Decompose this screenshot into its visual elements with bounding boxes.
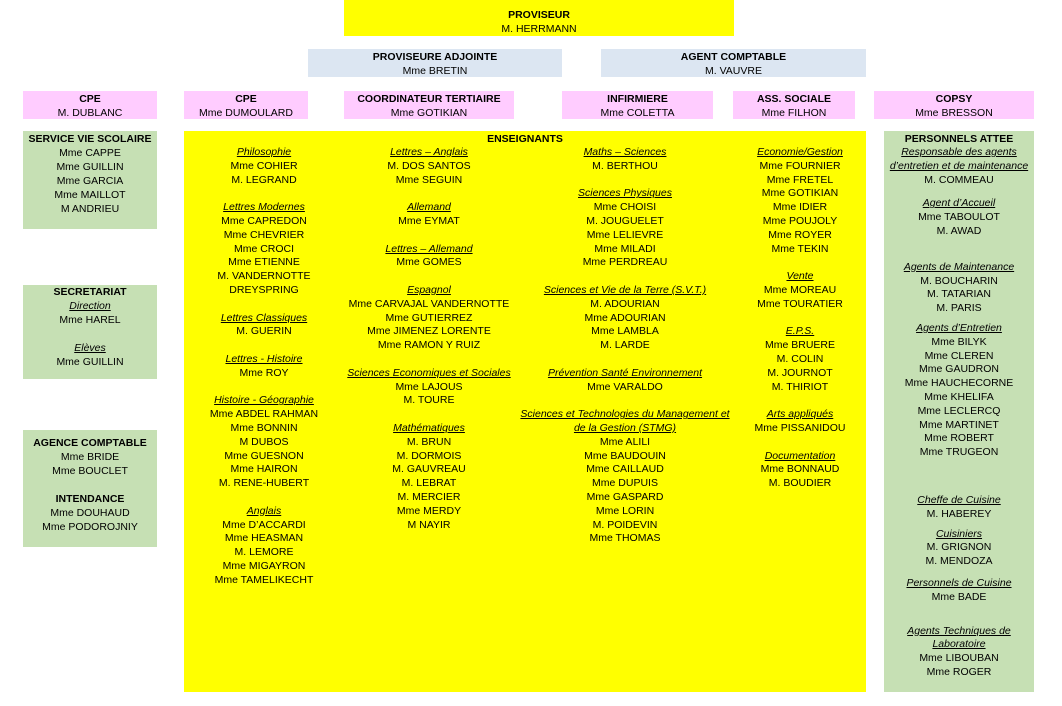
proviseur-name: M. HERRMANN — [501, 23, 577, 35]
person-name: Mme MARTINET — [919, 418, 999, 431]
person-name: M. RENE-HUBERT — [218, 477, 310, 490]
person-name: M. JOUGUELET — [586, 214, 664, 227]
person-name: Mme ROGER — [926, 665, 992, 678]
group-heading: Arts appliqués — [766, 408, 834, 421]
person-name: Mme LAMBLA — [591, 325, 659, 338]
person-name: Mme MILADI — [594, 242, 656, 255]
cpe2-title: CPE — [235, 93, 257, 105]
person-name: Mme GARCIA — [56, 175, 124, 187]
person-name: Mme CROCI — [233, 242, 295, 255]
person-name: Mme GUESNON — [224, 449, 304, 462]
agent-comptable-title: AGENT COMPTABLE — [680, 51, 787, 63]
person-name: Mme GOMES — [396, 256, 462, 269]
person-name: Mme ROYER — [768, 228, 832, 241]
group-heading: Philosophie — [236, 146, 292, 158]
teachers-column-4 — [736, 146, 864, 491]
person-name: M. BOUDIER — [768, 477, 832, 490]
social-title: ASS. SOCIALE — [756, 93, 832, 105]
person-name: Mme MIGAYRON — [222, 559, 306, 572]
intendance-names — [23, 506, 157, 534]
vie-scolaire-title: SERVICE VIE SCOLAIRE — [28, 133, 152, 145]
person-name: Mme DOUHAUD — [50, 506, 130, 519]
person-name: Mme MERDY — [396, 504, 462, 517]
person-name: Mme GUTIERREZ — [385, 311, 473, 324]
adjointe-box — [308, 49, 562, 77]
infirmiere-title: INFIRMIERE — [607, 93, 668, 105]
person-name: Mme ABDEL RAHMAN — [209, 408, 319, 421]
teachers-column-1 — [194, 146, 334, 588]
person-name: M. TATARIAN — [927, 288, 991, 301]
group-heading: Sciences et Technologies du Management et de la Gestion (STMG) — [520, 408, 730, 434]
group-heading: Cheffe de Cuisine — [917, 493, 1001, 506]
group-heading: Sciences Physiques — [578, 187, 672, 200]
person-name: Mme FRETEL — [766, 173, 834, 186]
person-name: M. TOURE — [403, 394, 455, 407]
person-name: Mme CHEVRIER — [223, 228, 305, 241]
person-name: M. DOS SANTOS — [387, 159, 471, 172]
group-heading: Sciences et Vie de la Terre (S.V.T.) — [543, 283, 707, 296]
person-name: M. PARIS — [936, 302, 982, 315]
person-name: Mme ALILI — [599, 435, 651, 448]
person-name: Mme HAIRON — [230, 463, 298, 476]
person-name: Mme ROY — [239, 366, 289, 379]
proviseur-box — [344, 0, 734, 36]
person-name: Mme BOUCLET — [52, 465, 128, 477]
person-name: Mme CAPPE — [59, 147, 121, 159]
agence-box — [23, 430, 157, 547]
coordinateur-title: COORDINATEUR TERTIAIRE — [357, 93, 501, 105]
group-heading: Sciences Economiques et Sociales — [347, 366, 511, 379]
vie-scolaire-names — [23, 146, 157, 216]
person-name: DREYSPRING — [229, 283, 299, 296]
person-name: M. LEMORE — [234, 546, 294, 559]
social-box — [733, 91, 855, 119]
person-name: Mme ADOURIAN — [584, 311, 666, 324]
copsy-title: COPSY — [935, 93, 973, 105]
person-name: M. DORMOIS — [396, 449, 462, 462]
person-name: Mme THOMAS — [589, 532, 661, 545]
secretariat-title: SECRETARIAT — [53, 286, 127, 298]
person-name: Mme CLEREN — [924, 349, 994, 362]
group-heading: Lettres - Histoire — [225, 352, 303, 365]
cpe1-title: CPE — [79, 93, 101, 105]
person-name: Mme JIMENEZ LORENTE — [367, 325, 491, 338]
person-name: Mme GAUDRON — [919, 363, 999, 376]
group-heading: Documentation — [764, 449, 836, 462]
agence-title: AGENCE COMPTABLE — [33, 437, 147, 449]
personnels-title: PERSONNELS ATTEE — [904, 133, 1014, 145]
teachers-column-3 — [516, 146, 734, 546]
person-name: Mme BONNAUD — [760, 463, 840, 476]
person-name: Mme TOURATIER — [757, 297, 843, 310]
person-name: M DUBOS — [239, 435, 289, 448]
person-name: Mme MOREAU — [763, 283, 837, 296]
person-name: Mme D’ACCARDI — [222, 518, 306, 531]
person-name: Mme CAILLAUD — [586, 463, 664, 476]
person-name: Mme VARALDO — [587, 380, 663, 393]
person-name: M. AWAD — [936, 224, 982, 237]
person-name: Mme KHELIFA — [924, 390, 994, 403]
infirmiere-box — [562, 91, 713, 119]
person-name: M. GAUVREAU — [392, 463, 466, 476]
person-name: Mme SEGUIN — [395, 173, 463, 186]
group-heading: Prévention Santé Environnement — [547, 366, 703, 379]
person-name: M. BOUCHARIN — [920, 274, 998, 287]
person-name: Mme PISSANIDOU — [754, 421, 846, 434]
group-heading: Responsable des agents d’entretien et de maintenance — [889, 146, 1029, 172]
group-heading: Lettres – Anglais — [390, 146, 468, 158]
person-name: Mme CHOISI — [593, 201, 657, 214]
person-name: Mme MAILLOT — [54, 189, 126, 201]
group-heading: Lettres Modernes — [223, 201, 305, 214]
group-heading: Cuisiniers — [935, 527, 983, 540]
vie-scolaire-box — [23, 131, 157, 229]
group-heading: Agent d’Accueil — [922, 197, 996, 210]
person-name: M. BERTHOU — [592, 159, 658, 172]
person-name: M. BRUN — [406, 435, 452, 448]
group-heading: Agents Techniques de Laboratoire — [907, 624, 1011, 651]
infirmiere-name: Mme COLETTA — [600, 107, 675, 119]
person-name: Mme FOURNIER — [759, 159, 841, 172]
group-heading: Agents de Maintenance — [903, 260, 1015, 273]
intendance-title: INTENDANCE — [55, 492, 125, 505]
group-heading: Mathématiques — [393, 421, 465, 434]
person-name: M. JOURNOT — [767, 366, 833, 379]
person-name: Mme LIBOUBAN — [919, 652, 999, 665]
person-name: Mme IDIER — [772, 201, 828, 214]
enseignants-title: ENSEIGNANTS — [487, 133, 563, 145]
person-name: M. LEBRAT — [401, 477, 457, 490]
person-name: Mme BRIDE — [60, 451, 120, 463]
group-heading: Histoire - Géographie — [214, 394, 314, 407]
person-name: Mme TRUGEON — [919, 446, 999, 459]
agent-comptable-box — [601, 49, 866, 77]
person-name: M. GRIGNON — [926, 541, 992, 554]
group-heading: Maths – Sciences — [583, 146, 667, 158]
person-name: Mme BAUDOUIN — [584, 449, 666, 462]
person-name: Mme GASPARD — [586, 490, 664, 503]
coordinateur-name: Mme GOTIKIAN — [390, 107, 468, 119]
person-name: Mme TABOULOT — [918, 211, 1000, 224]
person-name: M. MERCIER — [397, 490, 461, 503]
group-heading: Personnels de Cuisine — [906, 576, 1012, 589]
person-name: Mme LAJOUS — [395, 380, 463, 393]
teachers-column-2 — [344, 146, 514, 532]
person-name: Mme GUILLIN — [56, 161, 124, 173]
group-heading: Lettres Classiques — [220, 311, 308, 324]
person-name: Mme RAMON Y RUIZ — [377, 339, 481, 352]
agence-names — [23, 450, 157, 478]
adjointe-name: Mme BRETIN — [402, 65, 468, 77]
person-name: Mme CAPREDON — [221, 214, 307, 227]
person-name: Mme ETIENNE — [228, 256, 300, 269]
person-name: Mme ROBERT — [924, 432, 994, 445]
agent-comptable-name: M. VAUVRE — [705, 65, 762, 77]
person-name: M. POIDEVIN — [592, 518, 658, 531]
copsy-name: Mme BRESSON — [915, 107, 993, 119]
person-name: M. HABEREY — [926, 507, 992, 520]
secretariat-name-eleves: Mme GUILLIN — [56, 355, 124, 368]
person-name: Mme DUPUIS — [592, 477, 658, 490]
person-name: M. ADOURIAN — [590, 297, 660, 310]
person-name: M NAYIR — [407, 518, 451, 531]
group-heading: Vente — [786, 270, 814, 283]
person-name: Mme HAUCHECORNE — [904, 377, 1014, 390]
person-name: Mme LECLERCQ — [917, 404, 1001, 417]
person-name: Mme CARVAJAL VANDERNOTTE — [348, 297, 510, 310]
person-name: M. LEGRAND — [231, 173, 297, 186]
group-heading: Economie/Gestion — [757, 146, 843, 158]
person-name: Mme COHIER — [230, 159, 298, 172]
group-heading: Anglais — [246, 504, 282, 517]
person-name: Mme TEKIN — [771, 242, 829, 255]
copsy-box — [874, 91, 1034, 119]
person-name: Mme GOTIKIAN — [761, 187, 839, 200]
person-name: Mme EYMAT — [398, 214, 460, 227]
secretariat-sub-eleves: Elèves — [74, 341, 106, 354]
secretariat-name-direction: Mme HAREL — [59, 314, 121, 326]
group-heading: E.P.S. — [785, 325, 815, 338]
person-name: M. VANDERNOTTE — [217, 270, 311, 283]
person-name: M. LARDE — [600, 339, 650, 352]
group-heading: Lettres – Allemand — [385, 242, 473, 255]
person-name: M. COMMEAU — [924, 173, 994, 186]
person-name: Mme BRUERE — [764, 339, 835, 352]
person-name: M. GUERIN — [236, 325, 292, 338]
adjointe-title: PROVISEURE ADJOINTE — [372, 51, 498, 63]
person-name: Mme POUJOLY — [762, 214, 838, 227]
cpe2-box — [184, 91, 308, 119]
person-name: M. MENDOZA — [925, 555, 993, 568]
group-heading: Espagnol — [407, 283, 451, 296]
proviseur-title: PROVISEUR — [508, 9, 570, 21]
secretariat-sub-direction: Direction — [69, 300, 111, 312]
person-name: Mme HEASMAN — [224, 532, 304, 545]
person-name: Mme PODOROJNIY — [42, 520, 138, 533]
group-heading: Allemand — [407, 201, 451, 214]
cpe1-box — [23, 91, 157, 119]
person-name: Mme BONNIN — [230, 421, 298, 434]
person-name: M. THIRIOT — [771, 380, 829, 393]
cpe1-name: M. DUBLANC — [57, 107, 123, 119]
person-name: Mme BADE — [931, 590, 987, 603]
group-heading: Agents d’Entretien — [916, 321, 1002, 334]
personnels-groups — [888, 146, 1030, 680]
person-name: Mme LELIEVRE — [586, 228, 664, 241]
person-name: M ANDRIEU — [60, 203, 120, 215]
coordinateur-box — [344, 91, 514, 119]
person-name: M. COLIN — [776, 352, 824, 365]
person-name: Mme PERDREAU — [582, 256, 668, 269]
cpe2-name: Mme DUMOULARD — [199, 107, 293, 119]
social-name: Mme FILHON — [761, 107, 827, 119]
person-name: Mme TAMELIKECHT — [214, 573, 314, 586]
secretariat-box — [23, 285, 157, 379]
person-name: Mme BILYK — [931, 335, 987, 348]
person-name: Mme LORIN — [595, 504, 655, 517]
